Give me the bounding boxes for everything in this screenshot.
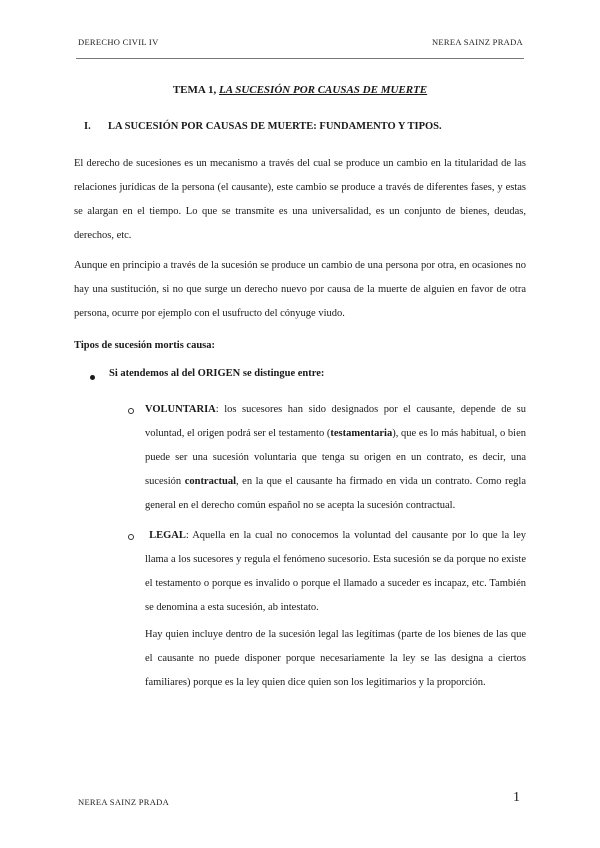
- voluntaria-bold-testamentaria: testamentaria: [330, 428, 393, 439]
- legal-text: : Aquella en la cual no conocemos la voluntad del causante por lo que la ley llama a los sucesores y regula el fenómeno sucesorio. Esta sucesión se da porque no existe el testamento o porque es invalido o porque el llamado a suceder es incapaz, etc. También se denomina a esta sucesión, ab intestato.: [145, 530, 527, 613]
- circle-bullet-icon: [128, 534, 134, 540]
- section-number: I.: [84, 121, 91, 132]
- title-subtitle: LA SUCESIÓN POR CAUSAS DE MUERTE: [219, 84, 428, 96]
- circle-bullet-icon: [128, 408, 134, 414]
- voluntaria-text-2: ), que es lo más habitual, o bien puede ser una sucesión voluntaria que tenga su origen en un contrato, es decir, una sucesión: [145, 428, 526, 487]
- page-number: 1: [513, 790, 520, 805]
- section-title: LA SUCESIÓN POR CAUSAS DE MUERTE: FUNDAMENTO Y TIPOS.: [108, 121, 442, 132]
- header-divider: [76, 58, 524, 59]
- voluntaria-bold-contractual: contractual: [184, 476, 237, 487]
- item-legal: [145, 524, 526, 620]
- voluntaria-text-3: , en la que el causante ha firmado en vida un contrato. Como regla general en el derecho común español no se acepta la sucesión contractual.: [145, 476, 526, 511]
- types-heading: Tipos de sucesión mortis causa:: [74, 340, 215, 351]
- legal-extra-paragraph: Hay quien incluye dentro de la sucesión legal las legítimas (parte de los bienes de las que el causante no puede disponer porque necesariamente la ley se las designa a ciertos familiares) porque es la ley quien dice quien son los legitimarios y la proporción.: [145, 629, 526, 688]
- bullet-icon: [90, 375, 95, 380]
- voluntaria-label: VOLUNTARIA: [145, 404, 216, 415]
- footer-author: NEREA SAINZ PRADA: [78, 797, 170, 807]
- bullet-origen: Si atendemos al del ORIGEN se distingue entre:: [109, 368, 325, 379]
- header-author: NEREA SAINZ PRADA: [431, 37, 523, 47]
- voluntaria-text-1: : los sucesores han sido designados por el causante, depende de su voluntad, el origen podrá ser el testamento (: [145, 404, 526, 439]
- section-heading: [84, 121, 442, 132]
- paragraph-intro: El derecho de sucesiones es un mecanismo a través del cual se produce un cambio en la titularidad de las relaciones jurídicas de la persona (el causante), este cambio se produce a través de diferentes fases, y estas se alargan en el tiempo. Lo que se transmite es una universalidad, es un conjunto de bienes, deudas, derechos, etc.: [74, 158, 526, 241]
- item-voluntaria: [145, 398, 526, 518]
- header-course: DERECHO CIVIL IV: [78, 37, 159, 47]
- page-title: [0, 84, 600, 96]
- legal-label: LEGAL: [149, 530, 186, 541]
- paragraph-aunque: Aunque en principio a través de la sucesión se produce un cambio de una persona por otra, en ocasiones no hay una sustitución, si no que surge un derecho nuevo por causa de la muerte de alguien en favor de otra persona, ocurre por ejemplo con el usufructo del cónyuge viudo.: [74, 260, 526, 319]
- title-prefix: TEMA 1,: [172, 84, 219, 96]
